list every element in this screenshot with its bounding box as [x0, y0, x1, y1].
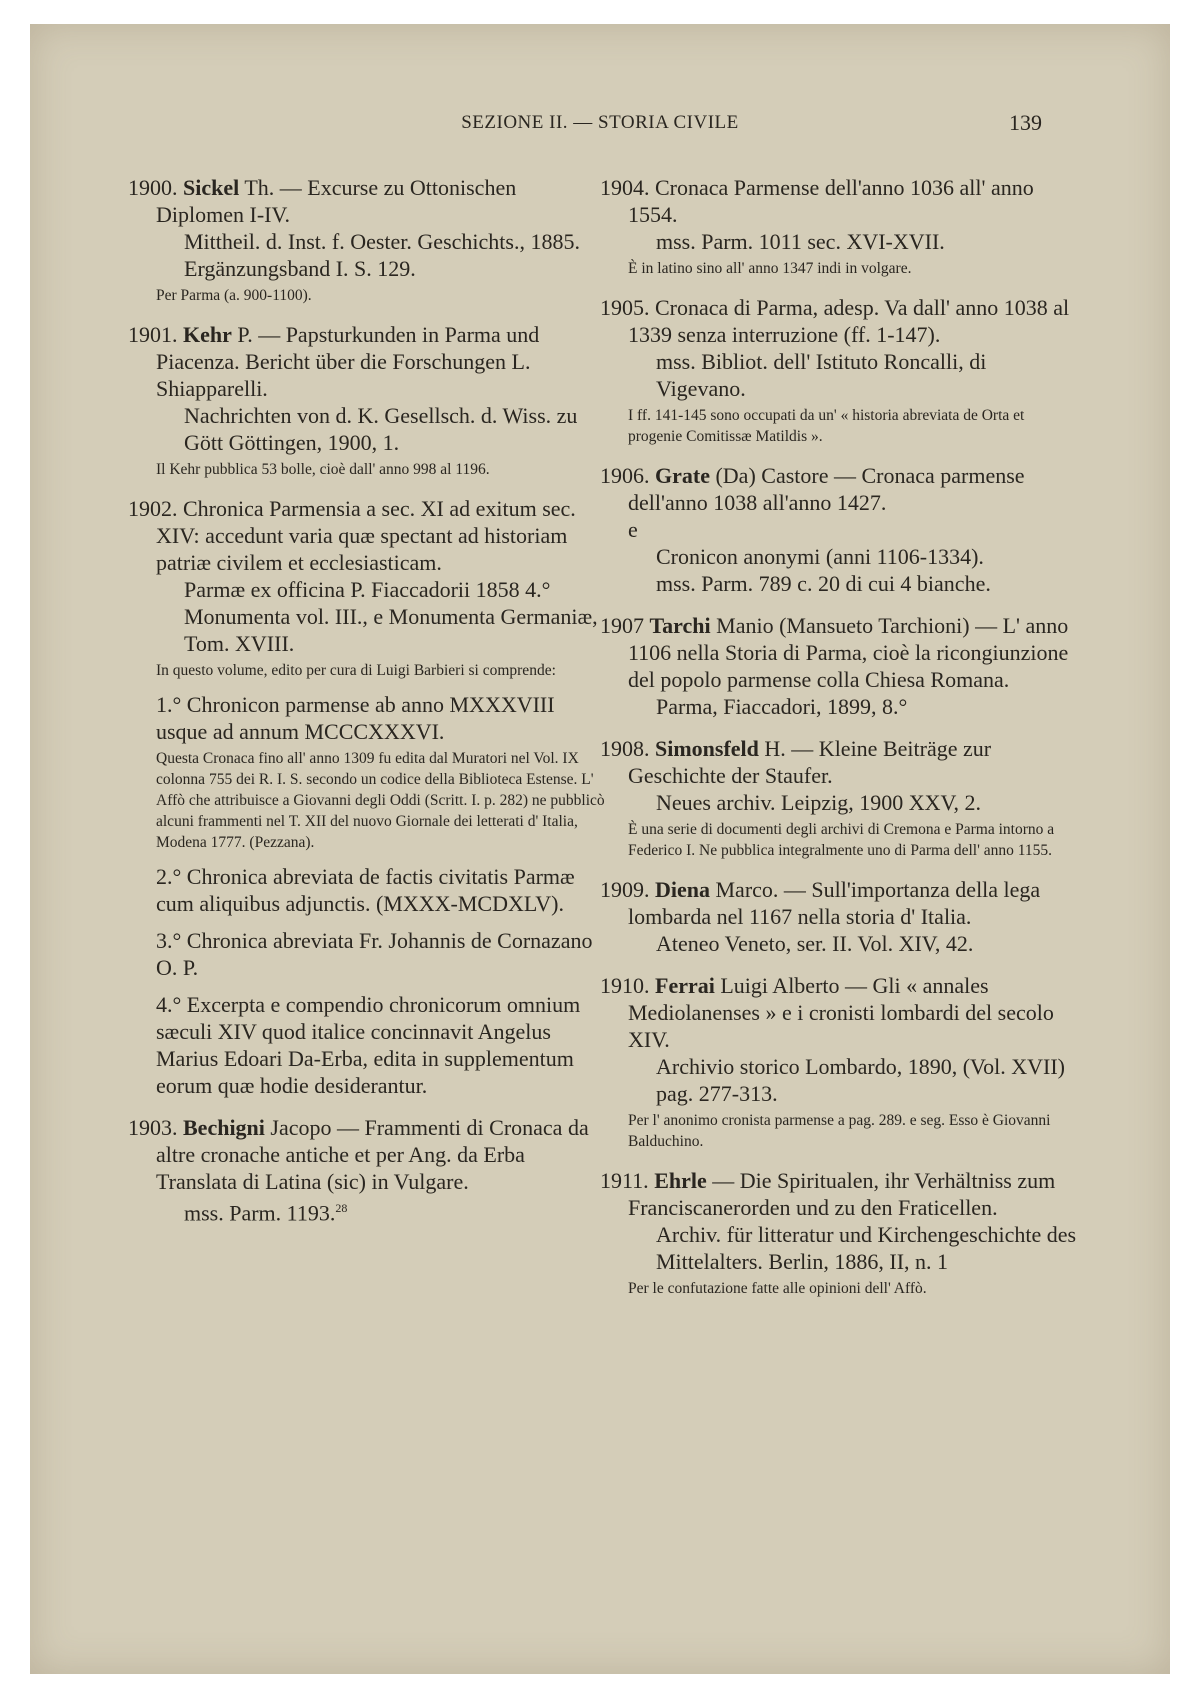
- entry-note: Per le confutazione fatte alle opinioni dell' Affò.: [628, 1280, 927, 1297]
- entry-title: Jacopo — Frammenti di Cronaca da altre cronache antiche et per Ang. da Erba Translata di Latina (sic) in Vulgare.: [156, 1115, 589, 1194]
- entry-1908: [600, 735, 1078, 861]
- entry-1907: [600, 612, 1078, 720]
- entry-source: Ateneo Veneto, ser. II. Vol. XIV, 42.: [656, 931, 974, 956]
- entry-title: Manio (Mansueto Tarchioni) — L' anno 1106 nella Storia di Parma, cioè la ricongiunzione del popolo parmense colla Chiesa Romana.: [628, 613, 1069, 692]
- entry-1904: [600, 174, 1078, 279]
- entry-title: P. — Papsturkunden in Parma und Piacenza. Bericht über die Forschungen L. Shiapparelli.: [156, 322, 540, 401]
- running-head: [30, 112, 1170, 142]
- entry-source: Parmæ ex officina P. Fiaccadorii 1858 4.°: [184, 577, 551, 602]
- entry-1910: [600, 972, 1078, 1152]
- entry-author: Grate: [655, 463, 710, 488]
- entry-1900: [128, 174, 606, 306]
- entry-number: 1904.: [600, 175, 650, 200]
- entry-number: 1900.: [128, 175, 178, 200]
- entry-number: 1903.: [128, 1115, 178, 1140]
- footnote-marker: 28: [335, 1201, 348, 1215]
- entry-author: Bechigni: [183, 1115, 265, 1140]
- right-column: [600, 174, 1078, 1314]
- entry-title: Luigi Alberto — Gli « annales Mediolanenses » e i cronisti lombardi del secolo XIV.: [628, 973, 1054, 1052]
- entry-source: Archivio storico Lombardo, 1890, (Vol. XVII) pag. 277-313.: [656, 1054, 1065, 1106]
- page-number: 139: [1009, 110, 1042, 135]
- entry-number: 1901.: [128, 322, 178, 347]
- entry-author: Sickel: [183, 175, 240, 200]
- entry-note: Questa Cronaca fino all' anno 1309 fu edita dal Muratori nel Vol. IX colonna 755 dei R. I. S. secondo un codice della Biblioteca Estense. L' Affò che attribuisce a Giovanni degli Oddi (Scritt. I. p. 282) ne pubblicò alcuni frammenti nel T. XII del nuovo Giornale dei letterati d' Italia, Modena 1777. (Pezzana).: [156, 750, 605, 851]
- entry-number: 1902.: [128, 496, 178, 521]
- entry-author: Simonsfeld: [655, 736, 759, 761]
- entry-source: Neues archiv. Leipzig, 1900 XXV, 2.: [656, 790, 982, 815]
- entry-number: 1909.: [600, 877, 650, 902]
- entry-source: mss. Parm. 789 c. 20 di cui 4 bianche.: [656, 571, 991, 596]
- entry-source: mss. Bibliot. dell' Istituto Roncalli, di Vigevano.: [656, 349, 987, 401]
- entry-note: Il Kehr pubblica 53 bolle, cioè dall' anno 998 al 1196.: [156, 461, 490, 478]
- entry-author: Ehrle: [654, 1168, 707, 1193]
- entry-title: (Da) Castore — Cronaca parmense dell'anno 1038 all'anno 1427.: [628, 463, 1025, 515]
- entry-1902: [128, 495, 606, 1099]
- entry-number: 1905.: [600, 295, 650, 320]
- entry-number: 1908.: [600, 736, 650, 761]
- entry-note: Per l' anonimo cronista parmense a pag. 289. e seg. Esso è Giovanni Balduchino.: [628, 1112, 1051, 1150]
- entry-author: Tarchi: [649, 613, 711, 638]
- list-item: 1.° Chronicon parmense ab anno MXXXVIII usque ad annum MCCCXXXVI.: [156, 692, 555, 744]
- entry-conjunction: e: [628, 517, 638, 542]
- list-item: 4.° Excerpta e compendio chronicorum omnium sæculi XIV quod italice concinnavit Angelus Marius Edoari Da-Erba, edita in supplementum eorum quæ hodie desiderantur.: [156, 992, 581, 1098]
- entry-title: Marco. — Sull'importanza della lega lombarda nel 1167 nella storia d' Italia.: [628, 877, 1041, 929]
- entry-source: mss. Parm. 1193.: [184, 1200, 336, 1226]
- entry-title: Cronaca Parmense dell'anno 1036 all' anno 1554.: [628, 175, 1034, 227]
- book-page: [30, 24, 1170, 1674]
- entry-1911: [600, 1167, 1078, 1299]
- entry-source: Nachrichten von d. K. Gesellsch. d. Wiss. zu Gött Göttingen, 1900, 1.: [184, 403, 578, 455]
- entry-note: È una serie di documenti degli archivi di Cremona e Parma intorno a Federico I. Ne pubblica integralmente uno di Parma dell' anno 1155.: [628, 821, 1055, 859]
- list-item: 2.° Chronica abreviata de factis civitatis Parmæ cum aliquibus adjunctis. (MXXX-MCDXLV).: [156, 864, 575, 916]
- entry-number: 1910.: [600, 973, 650, 998]
- entry-author: Ferrai: [655, 973, 715, 998]
- entry-title-2: Cronicon anonymi (anni 1106-1334).: [656, 544, 984, 569]
- entry-number: 1911.: [600, 1168, 649, 1193]
- entry-title: H. — Kleine Beiträge zur Geschichte der Staufer.: [628, 736, 992, 788]
- entry-note: In questo volume, edito per cura di Luigi Barbieri si comprende:: [156, 662, 556, 679]
- entry-title: Chronica Parmensia a sec. XI ad exitum sec. XIV: accedunt varia quæ spectant ad historiam patriæ civilem et ecclesiasticam.: [156, 496, 576, 575]
- left-column: [128, 174, 606, 1241]
- entry-number: 1906.: [600, 463, 650, 488]
- entry-source: Mittheil. d. Inst. f. Oester. Geschichts., 1885. Ergänzungsband I. S. 129.: [184, 229, 580, 281]
- entry-note: È in latino sino all' anno 1347 indi in volgare.: [628, 260, 912, 277]
- entry-1905: [600, 294, 1078, 447]
- entry-source-2: Monumenta vol. III., e Monumenta Germaniæ, Tom. XVIII.: [184, 604, 598, 656]
- entry-1906: [600, 462, 1078, 597]
- entry-source: Parma, Fiaccadori, 1899, 8.°: [656, 694, 908, 719]
- entry-1903: [128, 1114, 606, 1226]
- entry-title: Cronaca di Parma, adesp. Va dall' anno 1038 al 1339 senza interruzione (ff. 1-147).: [628, 295, 1070, 347]
- entry-1909: [600, 876, 1078, 957]
- running-title: SEZIONE II. — STORIA CIVILE: [461, 112, 739, 133]
- entry-author: Kehr: [183, 322, 232, 347]
- entry-note: Per Parma (a. 900-1100).: [156, 287, 312, 304]
- entry-1901: [128, 321, 606, 480]
- entry-source: Archiv. für litteratur und Kirchengeschichte des Mittelalters. Berlin, 1886, II, n. 1: [656, 1222, 1077, 1274]
- entry-source: mss. Parm. 1011 sec. XVI-XVII.: [656, 229, 945, 254]
- entry-title: — Die Spiritualen, ihr Verhältniss zum Franciscanerorden und zu den Fraticellen.: [628, 1168, 1056, 1220]
- entry-title: Th. — Excurse zu Ottonischen Diplomen I-IV.: [156, 175, 517, 227]
- entry-author: Diena: [655, 877, 710, 902]
- entry-note: I ff. 141-145 sono occupati da un' « historia abreviata de Orta et progenie Comitissæ Matildis ».: [628, 407, 1025, 445]
- entry-number: 1907: [600, 613, 644, 638]
- list-item: 3.° Chronica abreviata Fr. Johannis de Cornazano O. P.: [156, 928, 593, 980]
